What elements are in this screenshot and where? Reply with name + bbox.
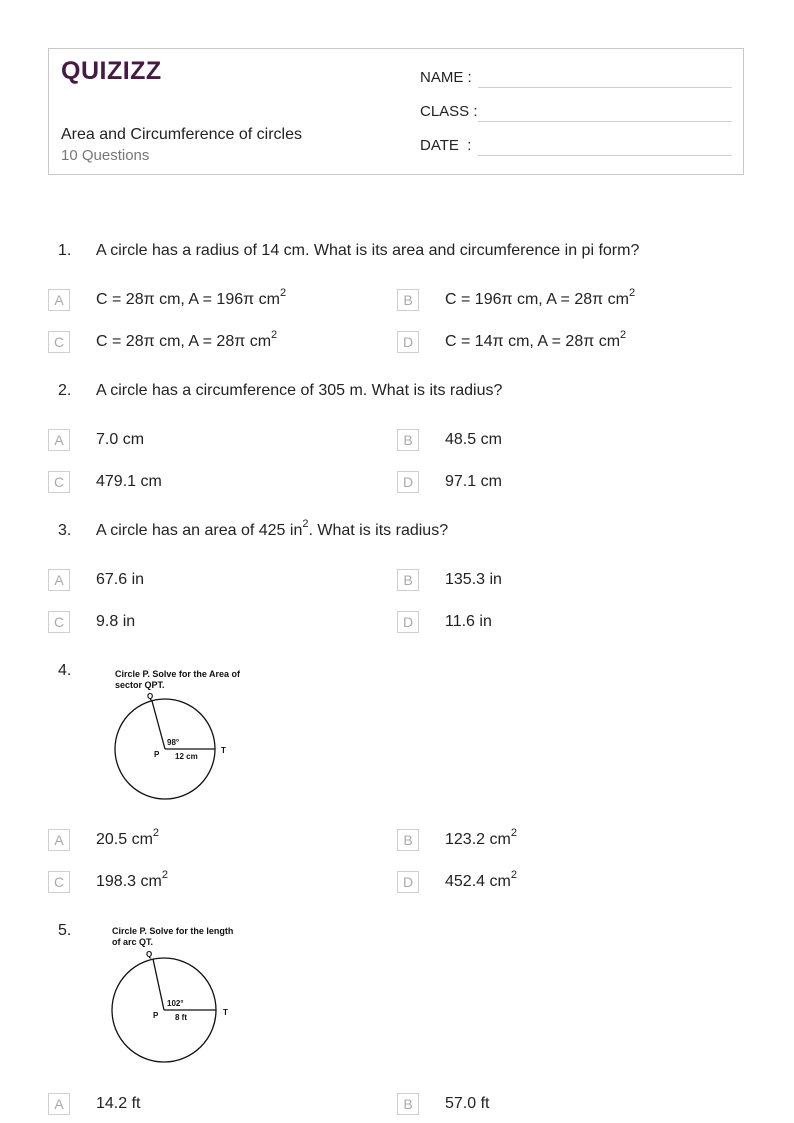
radius-pq bbox=[152, 701, 165, 749]
option-text: C = 28π cm, A = 196π $cm^2$ bbox=[96, 286, 287, 308]
radius-pq bbox=[153, 959, 164, 1010]
option-text: C = 14π cm, A = 28π $cm^2$ bbox=[445, 328, 627, 350]
option-text: 9.8 in bbox=[96, 613, 136, 630]
option-letter: C bbox=[48, 871, 70, 893]
option-letter: A bbox=[48, 1093, 70, 1115]
option-letter: C bbox=[48, 611, 70, 633]
option-letter: C bbox=[48, 471, 70, 493]
option-letter: B bbox=[397, 829, 419, 851]
option-letter: D bbox=[397, 331, 419, 353]
question-count: 10 Questions bbox=[61, 147, 150, 164]
option-letter: A bbox=[48, 289, 70, 311]
option-text: 67.6 in bbox=[96, 571, 145, 588]
option-text: 97.1 cm bbox=[445, 473, 502, 490]
quizizz-logo: QUIZIZZ bbox=[61, 57, 162, 85]
option-letter: B bbox=[397, 289, 419, 311]
figure-caption: Circle P. Solve for the Area of bbox=[115, 669, 241, 679]
option-text: 14.2 ft bbox=[96, 1095, 141, 1112]
option-text: C = 196π cm, A = 28π $cm^2$ bbox=[445, 286, 636, 308]
class-line bbox=[478, 121, 732, 122]
question-text: A circle has an area of 425 $in^2$. What is its radius? bbox=[96, 517, 449, 539]
name-field[interactable] bbox=[420, 69, 472, 86]
label-q: Q bbox=[146, 950, 153, 959]
option-letter: B bbox=[397, 569, 419, 591]
angle-label: 98° bbox=[167, 738, 180, 747]
option-letter: B bbox=[397, 1093, 419, 1115]
option-text: 20.5 $cm^2$ bbox=[96, 826, 160, 848]
radius-label: 8 ft bbox=[175, 1013, 187, 1022]
option-letter: D bbox=[397, 471, 419, 493]
question-number: 3. bbox=[58, 522, 72, 539]
option-text: 452.4 $cm^2$ bbox=[445, 868, 517, 890]
question-number: 5. bbox=[58, 922, 72, 939]
option-text: 7.0 cm bbox=[96, 431, 145, 448]
option-text: 479.1 cm bbox=[96, 473, 162, 490]
option-text: 123.2 $cm^2$ bbox=[445, 826, 517, 848]
circle-diagram bbox=[104, 664, 274, 804]
worksheet-header bbox=[48, 48, 744, 175]
class-field[interactable] bbox=[420, 103, 478, 120]
question-number: 2. bbox=[58, 382, 72, 399]
option-text: 57.0 ft bbox=[445, 1095, 490, 1112]
label-q: Q bbox=[147, 692, 154, 701]
option-letter: B bbox=[397, 429, 419, 451]
circle-diagram bbox=[102, 922, 272, 1067]
option-text: 11.6 in bbox=[445, 613, 492, 630]
option-letter: A bbox=[48, 569, 70, 591]
worksheet-title: Area and Circumference of circles bbox=[61, 126, 302, 143]
figure-caption: of arc QT. bbox=[112, 937, 154, 947]
option-text: 135.3 in bbox=[445, 571, 502, 588]
question-number: 1. bbox=[58, 242, 72, 259]
label-p: P bbox=[154, 750, 160, 759]
date-label: DATE : bbox=[420, 137, 472, 154]
figure-caption: Circle P. Solve for the length bbox=[112, 926, 234, 936]
label-t: T bbox=[221, 746, 226, 755]
option-letter: D bbox=[397, 611, 419, 633]
option-letter: A bbox=[48, 829, 70, 851]
option-text: 48.5 cm bbox=[445, 431, 502, 448]
question-text: A circle has a circumference of 305 m. What is its radius? bbox=[96, 382, 503, 399]
class-label: CLASS : bbox=[420, 103, 478, 120]
name-label: NAME : bbox=[420, 69, 472, 86]
label-p: P bbox=[153, 1011, 159, 1020]
angle-label: 102° bbox=[167, 999, 184, 1008]
option-text: C = 28π cm, A = 28π $cm^2$ bbox=[96, 328, 278, 350]
date-field[interactable] bbox=[420, 137, 471, 154]
date-line bbox=[478, 155, 732, 156]
name-line bbox=[478, 87, 732, 88]
question-text: A circle has a radius of 14 cm. What is its area and circumference in pi form? bbox=[96, 242, 640, 259]
radius-label: 12 cm bbox=[175, 752, 198, 761]
option-letter: A bbox=[48, 429, 70, 451]
option-letter: C bbox=[48, 331, 70, 353]
figure-caption: sector QPT. bbox=[115, 680, 165, 690]
question-number: 4. bbox=[58, 662, 72, 679]
label-t: T bbox=[223, 1008, 228, 1017]
option-text: 198.3 $cm^2$ bbox=[96, 868, 168, 890]
option-letter: D bbox=[397, 871, 419, 893]
